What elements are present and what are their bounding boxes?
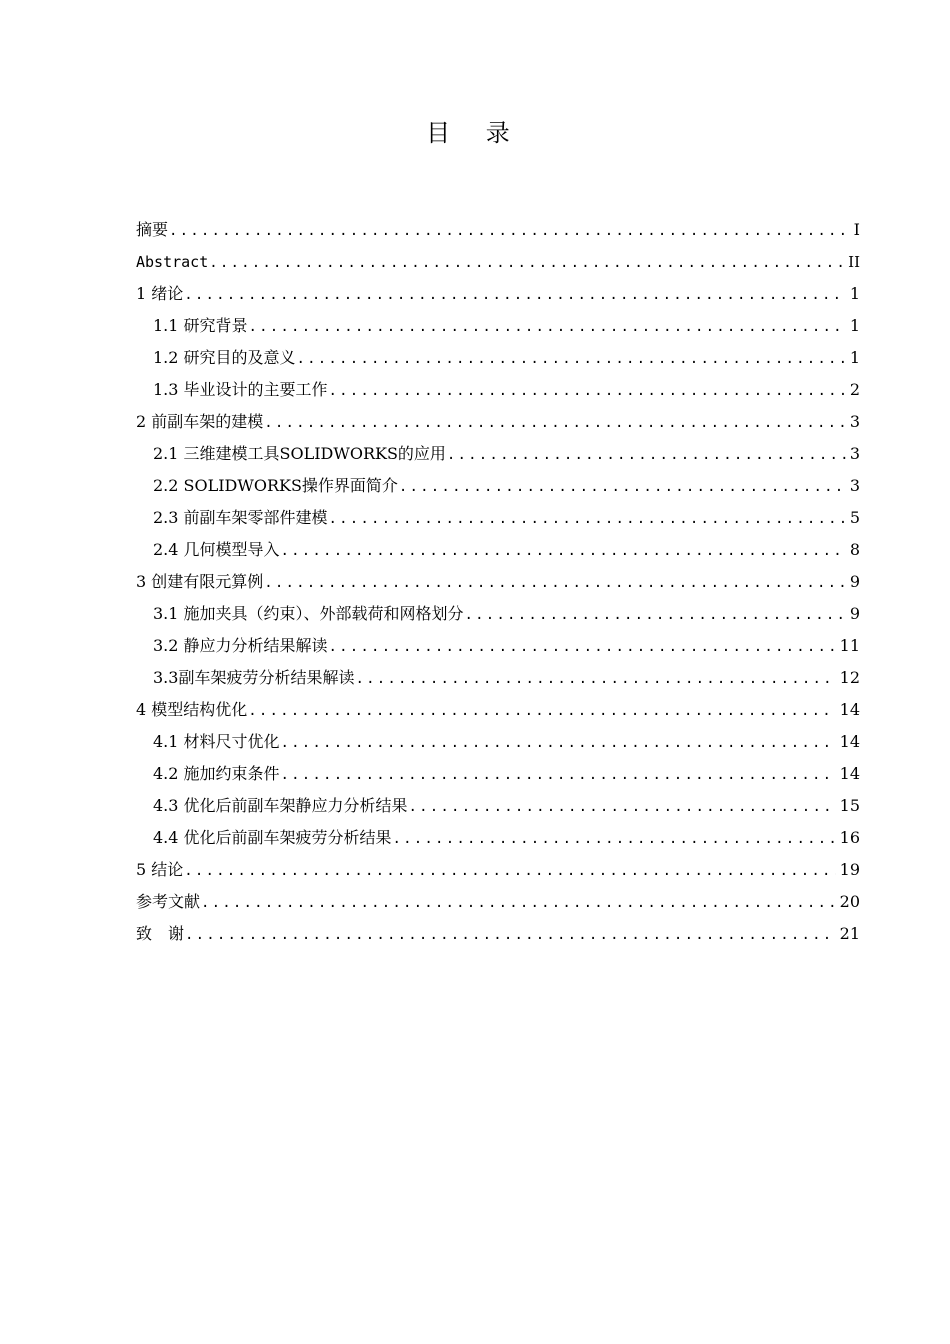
toc-dot-leader	[185, 919, 836, 951]
toc-entry[interactable]	[136, 662, 860, 694]
toc-entry[interactable]	[136, 758, 860, 790]
toc-page-number: 12	[839, 668, 860, 687]
toc-page-number: 9	[849, 604, 860, 623]
toc-page-number: I	[853, 220, 860, 239]
toc-entry-title: 3.3副车架疲劳分析结果解读	[153, 668, 355, 687]
toc-dot-leader	[393, 823, 836, 855]
toc-dot-leader	[169, 215, 850, 247]
toc-page-number: 21	[839, 924, 860, 943]
toc-dot-leader	[201, 887, 836, 919]
toc-entry-title: 4.3 优化后前副车架静应力分析结果	[153, 796, 408, 815]
toc-entry-title: Abstract	[136, 253, 209, 271]
toc-dot-leader	[209, 247, 844, 279]
table-of-contents	[136, 214, 860, 950]
toc-page-number: 3	[849, 412, 860, 431]
toc-entry[interactable]	[136, 406, 860, 438]
toc-entry-title: 2 前副车架的建模	[136, 412, 264, 431]
toc-dot-leader	[281, 727, 836, 759]
toc-entry-title: 致 谢	[136, 924, 185, 943]
toc-entry[interactable]	[136, 694, 860, 726]
toc-entry[interactable]	[136, 726, 860, 758]
toc-entry-title: 2.4 几何模型导入	[153, 540, 280, 559]
toc-dot-leader	[249, 311, 846, 343]
toc-entry-title: 4.2 施加约束条件	[153, 764, 280, 783]
toc-entry-title: 2.2 SOLIDWORKS操作界面简介	[153, 476, 398, 495]
toc-dot-leader	[184, 855, 835, 887]
toc-entry[interactable]	[136, 246, 860, 278]
toc-entry-title: 1 绪论	[136, 284, 184, 303]
toc-dot-leader	[264, 407, 846, 439]
toc-entry[interactable]	[136, 342, 860, 374]
toc-entry-title: 1.2 研究目的及意义	[153, 348, 296, 367]
toc-entry[interactable]	[136, 886, 860, 918]
toc-dot-leader	[184, 279, 846, 311]
toc-entry[interactable]	[136, 918, 860, 950]
toc-dot-leader	[399, 471, 846, 503]
page-title: 目 录	[426, 119, 524, 147]
toc-dot-leader	[281, 759, 836, 791]
toc-entry-title: 4.1 材料尺寸优化	[153, 732, 280, 751]
toc-page-number: 3	[849, 444, 860, 463]
toc-entry-title: 2.1 三维建模工具SOLIDWORKS的应用	[153, 444, 446, 463]
toc-page-number: 1	[849, 348, 860, 367]
toc-entry-title: 3.2 静应力分析结果解读	[153, 636, 328, 655]
toc-page-number: 14	[839, 700, 860, 719]
toc-page-number: 20	[839, 892, 860, 911]
toc-page-number: 5	[849, 508, 860, 527]
toc-page-number: 9	[849, 572, 860, 591]
toc-entry[interactable]	[136, 630, 860, 662]
toc-page-number: 3	[849, 476, 860, 495]
toc-entry-title: 1.3 毕业设计的主要工作	[153, 380, 328, 399]
toc-dot-leader	[329, 503, 846, 535]
toc-entry[interactable]	[136, 310, 860, 342]
toc-page-number: 19	[839, 860, 860, 879]
toc-dot-leader	[355, 663, 835, 695]
toc-entry-title: 3 创建有限元算例	[136, 572, 264, 591]
toc-page-number: 14	[839, 764, 860, 783]
toc-page-number: 8	[849, 540, 860, 559]
toc-entry-title: 4.4 优化后前副车架疲劳分析结果	[153, 828, 392, 847]
toc-entry[interactable]	[136, 470, 860, 502]
toc-entry[interactable]	[136, 278, 860, 310]
toc-dot-leader	[329, 631, 836, 663]
toc-dot-leader	[297, 343, 846, 375]
toc-entry[interactable]	[136, 502, 860, 534]
toc-entry-title: 4 模型结构优化	[136, 700, 248, 719]
toc-entry-title: 1.1 研究背景	[153, 316, 248, 335]
toc-dot-leader	[329, 375, 846, 407]
toc-page-number: 1	[849, 316, 860, 335]
toc-entry[interactable]	[136, 790, 860, 822]
toc-entry[interactable]	[136, 534, 860, 566]
toc-entry-title: 参考文献	[136, 892, 201, 911]
toc-entry[interactable]	[136, 566, 860, 598]
toc-entry[interactable]	[136, 598, 860, 630]
toc-page-number: 11	[839, 636, 860, 655]
toc-entry-title: 3.1 施加夹具（约束）、外部载荷和网格划分	[153, 604, 464, 623]
toc-entry-title: 2.3 前副车架零部件建模	[153, 508, 328, 527]
toc-page-number: 16	[839, 828, 860, 847]
toc-dot-leader	[447, 439, 846, 471]
toc-entry[interactable]	[136, 438, 860, 470]
toc-page-number: 2	[849, 380, 860, 399]
toc-dot-leader	[465, 599, 846, 631]
toc-entry[interactable]	[136, 214, 860, 246]
toc-dot-leader	[264, 567, 846, 599]
toc-page-number: 1	[849, 284, 860, 303]
toc-entry[interactable]	[136, 822, 860, 854]
toc-page-number: 14	[839, 732, 860, 751]
toc-entry[interactable]	[136, 854, 860, 886]
toc-dot-leader	[248, 695, 835, 727]
toc-entry[interactable]	[136, 374, 860, 406]
toc-entry-title: 5 结论	[136, 860, 184, 879]
toc-dot-leader	[409, 791, 836, 823]
toc-page-number: 15	[839, 796, 860, 815]
toc-entry-title: 摘要	[136, 220, 169, 239]
toc-page-number: II	[848, 253, 860, 271]
toc-dot-leader	[281, 535, 846, 567]
